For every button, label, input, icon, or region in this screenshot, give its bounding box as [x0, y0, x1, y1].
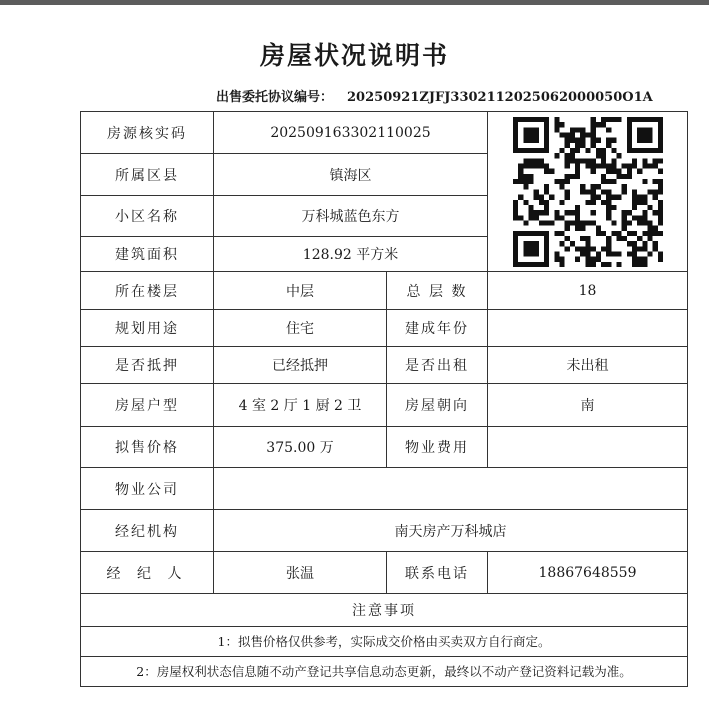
property-fee-value: [488, 427, 688, 468]
table-row: [81, 510, 688, 552]
table-row: [81, 384, 688, 427]
table-row: [81, 627, 688, 657]
table-row: [81, 427, 688, 468]
usage-label: 规划用途: [81, 310, 214, 347]
contract-number-label: 出售委托协议编号：: [216, 90, 334, 105]
table-row: [81, 657, 688, 687]
orientation-label: 房屋朝向: [387, 384, 488, 427]
built-year-value: [488, 310, 688, 347]
mortgage-label: 是否抵押: [81, 347, 214, 384]
rented-value: 未出租: [488, 347, 688, 384]
qr-code-cell: [488, 112, 688, 272]
layout-value: 4 室 2 厅 1 厨 2 卫: [214, 384, 387, 427]
floor-value: 中层: [214, 272, 387, 310]
notes-heading: 注意事项: [81, 594, 688, 627]
contract-number-value: 20250921ZJFJ3302112025062000050O1A: [347, 90, 653, 105]
agent-value: 张温: [214, 552, 387, 594]
mortgage-value: 已经抵押: [214, 347, 387, 384]
property-fee-label: 物业费用: [387, 427, 488, 468]
orientation-value: 南: [488, 384, 688, 427]
price-value: 375.00 万: [214, 427, 387, 468]
qr-code-icon: [513, 117, 663, 267]
contract-number-line: [216, 86, 653, 105]
district-label: 所属区县: [81, 154, 214, 196]
built-year-label: 建成年份: [387, 310, 488, 347]
table-row: [81, 552, 688, 594]
document-title: 房屋状况说明书: [259, 41, 449, 70]
house-info-table: [80, 111, 688, 687]
table-row: [81, 272, 688, 310]
property-company-value: [214, 468, 688, 510]
source-code-label: 房源核实码: [81, 112, 214, 154]
total-floors-value: 18: [488, 272, 688, 310]
agency-label: 经纪机构: [81, 510, 214, 552]
rented-label: 是否出租: [387, 347, 488, 384]
price-label: 拟售价格: [81, 427, 214, 468]
phone-value: 18867648559: [488, 552, 688, 594]
community-value: 万科城蓝色东方: [214, 196, 488, 237]
area-value: 128.92 平方米: [214, 237, 488, 272]
table-row: [81, 347, 688, 384]
layout-label: 房屋户型: [81, 384, 214, 427]
phone-label: 联系电话: [387, 552, 488, 594]
usage-value: 住宅: [214, 310, 387, 347]
table-row: [81, 112, 688, 154]
total-floors-label: 总 层 数: [387, 272, 488, 310]
district-value: 镇海区: [214, 154, 488, 196]
table-row: [81, 310, 688, 347]
floor-label: 所在楼层: [81, 272, 214, 310]
source-code-value: 202509163302110025: [214, 112, 488, 154]
community-label: 小区名称: [81, 196, 214, 237]
agency-value: 南天房产万科城店: [214, 510, 688, 552]
note-item-2: 2：房屋权利状态信息随不动产登记共享信息动态更新，最终以不动产登记资料记载为准。: [81, 657, 688, 687]
table-row: [81, 468, 688, 510]
window-top-bar: [0, 0, 709, 5]
area-label: 建筑面积: [81, 237, 214, 272]
property-company-label: 物业公司: [81, 468, 214, 510]
note-item-1: 1：拟售价格仅供参考，实际成交价格由买卖双方自行商定。: [81, 627, 688, 657]
table-row: [81, 594, 688, 627]
agent-label: 经 纪 人: [81, 552, 214, 594]
